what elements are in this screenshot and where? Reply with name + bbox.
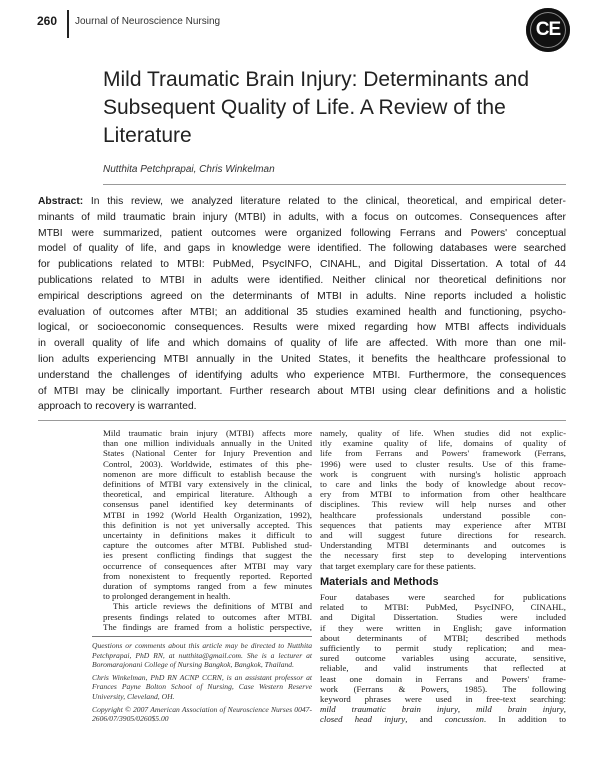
line-text: healthcare professionals understand possible con- xyxy=(320,509,566,520)
abstract-line xyxy=(38,210,566,226)
inline-text: mild traumatic brain injury xyxy=(320,704,458,715)
abstract-line xyxy=(38,289,566,305)
abstract-line xyxy=(38,226,566,242)
abstract-line xyxy=(38,336,566,352)
line-text: to care and links the body of knowledge about recov- xyxy=(320,479,566,490)
body-line xyxy=(320,643,566,653)
body-line xyxy=(103,612,312,622)
body-line xyxy=(320,540,566,550)
line-text: than one million individuals annually in the United xyxy=(103,438,312,449)
body-line xyxy=(320,623,566,633)
body-line xyxy=(320,448,566,458)
line-text: ery from MTBI to information from other healthcare xyxy=(320,489,566,500)
inline-text: MTBI were summarized, patient outcomes were organized following Ferrans and Powers' conceptual xyxy=(38,227,566,239)
body-line xyxy=(320,612,566,622)
line-text: Chris Winkelman, PhD RN ACNP CCRN, is an assistant professor at Frances Payne Bolton School of Nursing, Case Western Reserve University, Cleveland, OH. xyxy=(92,672,312,701)
inline-text: understand the challenges of identifying adults who experience MTBI. Furthermore, the consequences xyxy=(38,369,566,381)
abstract-line xyxy=(38,384,566,400)
line-text: Copyright © 2007 American Association of Neuroscience Nurses 0047-2606/07/3905/0260$5.00 xyxy=(92,704,312,724)
line-text: related to MTBI: PubMed, PsycINFO, CINAHL, xyxy=(320,602,566,613)
abstract-line xyxy=(38,305,566,321)
inline-text: , and xyxy=(405,714,445,725)
body-line xyxy=(103,489,312,499)
line-text: Mild traumatic brain injury (MTBI) affects more xyxy=(103,428,312,438)
inline-text: evaluation of outcomes after MTBI; an additional 35 studies examined health and functioning, psycho- xyxy=(38,306,566,318)
line-text: presents findings related to outcomes after MTBI. xyxy=(103,611,312,622)
line-text: States (National Center for Injury Prevention and xyxy=(103,448,312,459)
inline-text: approach to recovery is warranted. xyxy=(38,401,197,413)
line-text: from nonexistent to frequently reported. Reported xyxy=(103,570,312,581)
inline-text: for publications related to MTBI: PubMed, PsycINFO, CINAHL, and Digital Dissertation. A total of 44 xyxy=(38,259,566,271)
inline-text: lion adults experiencing MTBI annually in the United States, it benefits the healthcare professional to xyxy=(38,353,566,365)
line-text: Understanding MTBI determinants and outcomes is xyxy=(320,540,566,551)
line-text: uncertainty in definitions makes it difficult to xyxy=(103,530,312,541)
line-text: Control, 2003). Worldwide, estimates of this phe- xyxy=(103,458,312,469)
title-rule xyxy=(103,184,566,185)
body-line xyxy=(320,714,566,724)
body-line xyxy=(320,520,566,530)
body-line xyxy=(103,499,312,509)
section-heading-methods: Materials and Methods xyxy=(320,576,439,588)
body-line xyxy=(320,469,566,479)
body-line xyxy=(320,592,566,602)
article-title: Mild Traumatic Brain Injury: Determinants and Subsequent Quality of Life. A Review of the Literature xyxy=(103,68,529,147)
body-line xyxy=(103,571,312,581)
line-text: sequences that patients may experience after MTBI xyxy=(320,519,566,530)
line-text: and will suggest future directions for research. xyxy=(320,530,566,541)
line-text: MTBI in 1992 (World Health Organization, 1992), xyxy=(103,509,312,520)
body-line xyxy=(320,428,566,438)
line-text: Questions or comments about this article may be directed to Nutthita Petchprapai, PhD RN, at nutthita@gmail.com. She is a lecturer at Boromarajonani College of Nursing Bangkok, Bangkok, Thailand. xyxy=(92,641,312,670)
line-text: ies present conflicting findings that suggest the xyxy=(103,550,312,561)
right-column-body xyxy=(320,428,566,571)
inline-text: . In addition to xyxy=(483,714,566,725)
line-text: occurrence of consequences after MTBI may vary xyxy=(103,560,312,571)
footnote xyxy=(92,673,312,702)
body-line xyxy=(320,510,566,520)
line-text: least one domain in Ferrans and Powers' frame- xyxy=(320,673,566,684)
inline-text: , xyxy=(563,704,566,715)
footnote xyxy=(92,705,312,724)
line-text: definitions of MTBI vary extensively in the clinical, xyxy=(103,479,312,490)
line-text: to prolonged derangement in health. xyxy=(103,591,231,602)
line-text: The findings are framed from a holistic perspective, xyxy=(103,621,312,632)
body-line xyxy=(103,438,312,448)
inline-text: concussion xyxy=(444,714,484,725)
abstract-line xyxy=(38,352,566,368)
body-line xyxy=(320,479,566,489)
body-line xyxy=(320,684,566,694)
line-text: life from Ferrans and Powers' framework (Ferrans, xyxy=(320,448,566,459)
inline-text: model of quality of life, and gaps in knowledge were identified. The following databases were searched xyxy=(38,243,566,255)
line-text: reliable, and valid instruments that reflected at xyxy=(320,663,566,674)
inline-text: empirical descriptions agreed on the determinants of MTBI in adults. Nine reports included a holistic xyxy=(38,290,566,302)
abstract-line xyxy=(38,194,566,210)
body-line xyxy=(103,448,312,458)
inline-text: publications related to MTBI in adults were identified. Neither clinical nor theoretical definitions nor xyxy=(38,274,566,286)
line-text: nomenon are more difficult to establish because the xyxy=(103,468,312,479)
journal-name: Journal of Neuroscience Nursing xyxy=(75,16,221,27)
inline-text: In this review, we analyzed literature related to the clinical, theoretical, and empirical deter- xyxy=(90,196,566,207)
body-line xyxy=(103,469,312,479)
inline-text: of MTBI may be clinically important. Further research about MTBI using clear definitions and a holistic xyxy=(38,385,566,397)
body-line xyxy=(103,479,312,489)
line-text: 1996) were used to cluster results. Use of this frame- xyxy=(320,458,566,469)
line-text: the necessary first step to developing interventions xyxy=(320,550,566,561)
footnotes xyxy=(92,641,312,727)
line-text: This article reviews the definitions of MTBI and xyxy=(113,601,312,612)
line-text: this definition is not yet universally accepted. This xyxy=(103,519,312,530)
body-line xyxy=(320,653,566,663)
abstract-line xyxy=(38,241,566,257)
abstract-rule xyxy=(38,420,566,421)
body-line xyxy=(320,489,566,499)
article-authors: Nutthita Petchprapai, Chris Winkelman xyxy=(103,164,275,175)
line-text: about determinants of MTBI; described methods xyxy=(320,632,566,643)
abstract-line xyxy=(38,320,566,336)
ce-badge-logo: CE xyxy=(526,8,570,52)
body-line xyxy=(320,663,566,673)
line-text: if they were written in English; gave information xyxy=(320,622,566,633)
line-text: and Digital Dissertation. Studies were included xyxy=(320,612,566,623)
body-line xyxy=(103,459,312,469)
body-line xyxy=(103,622,312,632)
abstract-line xyxy=(38,257,566,273)
abstract-label: Abstract: xyxy=(38,196,84,207)
body-line xyxy=(103,520,312,530)
line-text: itly examine quality of life, domains of quality of xyxy=(320,438,566,449)
line-text: consensus panel identified key determinants of xyxy=(103,499,312,510)
line-text: duration of symptoms ranged from a few minutes xyxy=(103,581,312,592)
body-line xyxy=(103,581,312,591)
body-line xyxy=(320,633,566,643)
body-line xyxy=(320,704,566,714)
line-text: capture the outcomes after MTBI. Published stud- xyxy=(103,540,312,551)
body-line xyxy=(320,530,566,540)
abstract-line xyxy=(38,368,566,384)
line-text: sufficiently to permit study replication; and mea- xyxy=(320,643,566,654)
abstract-line xyxy=(38,273,566,289)
body-line xyxy=(320,550,566,560)
body-line xyxy=(103,540,312,550)
body-line xyxy=(103,561,312,571)
left-column-body xyxy=(103,428,312,632)
methods-body xyxy=(320,592,566,725)
line-text: theoretical, and empirical literature. Although a xyxy=(103,489,312,500)
line-text: work is congruent with nursing's holistic approach xyxy=(320,468,566,479)
body-line xyxy=(103,510,312,520)
footnote-rule xyxy=(92,636,312,637)
body-line xyxy=(103,591,312,601)
body-line xyxy=(103,601,312,611)
body-line xyxy=(103,530,312,540)
page-number: 260 xyxy=(37,14,58,28)
body-line xyxy=(320,561,566,571)
footnote xyxy=(92,641,312,670)
abstract xyxy=(38,194,566,415)
line-text: sured outcome variables using accurate, sensitive, xyxy=(320,653,566,664)
body-line xyxy=(320,602,566,612)
line-text: work (Ferrans & Powers, 1985). The following xyxy=(320,683,566,694)
body-line xyxy=(103,428,312,438)
line-text: namely, quality of life. When studies did not explic- xyxy=(320,428,566,438)
line-text: disciplines. This review will help nurses and other xyxy=(320,499,566,510)
inline-text: mild brain injury xyxy=(476,704,564,715)
inline-text: in overall quality of life and which domains of quality of life are affected. With more than one mil- xyxy=(38,338,566,350)
body-line xyxy=(320,694,566,704)
body-line xyxy=(103,550,312,560)
body-line xyxy=(320,438,566,448)
inline-text: minants of mild traumatic brain injury (MTBI) in adults, with a focus on outcomes. Consequences after xyxy=(38,211,566,223)
body-line xyxy=(320,499,566,509)
line-text: that target exemplary care for these patients. xyxy=(320,560,476,571)
abstract-line xyxy=(38,399,566,415)
body-line xyxy=(320,674,566,684)
header-divider xyxy=(67,10,69,38)
inline-text: , xyxy=(457,704,477,715)
inline-text: closed head injury xyxy=(320,714,406,725)
line-text: Four databases were searched for publications xyxy=(320,592,566,602)
inline-text: logical, or socioeconomic consequences. Results were mixed regarding how MTBI affects individuals xyxy=(38,322,566,334)
line-text: keyword phrases were used in free-text searching: xyxy=(320,694,566,705)
body-line xyxy=(320,459,566,469)
